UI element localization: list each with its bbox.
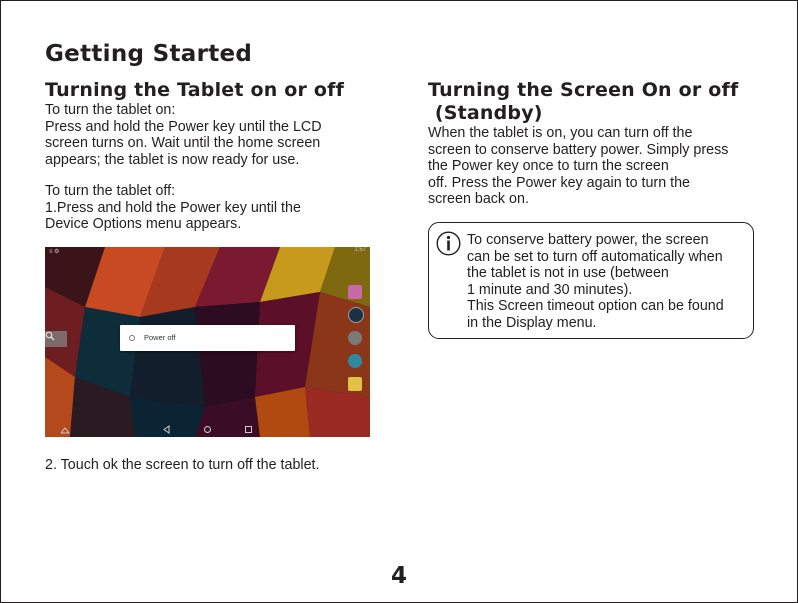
body-line: screen to conserve battery power. Simply press (428, 141, 729, 158)
note-line: can be set to turn off automatically when (467, 248, 723, 265)
turn-off-intro: To turn the tablet off: (45, 183, 176, 199)
status-bar (45, 247, 370, 257)
note-line: in the Display menu. (467, 314, 597, 331)
tablet-power-off-screenshot (45, 247, 370, 437)
body-line: screen back on. (428, 191, 529, 207)
back-icon[interactable] (163, 425, 171, 434)
turn-off-line: Device Options menu appears. (45, 216, 242, 232)
note-line: To conserve battery power, the screen (467, 232, 709, 248)
app-drawer-icon[interactable] (348, 331, 362, 345)
body-line: the Power key once to turn the screen (428, 158, 669, 174)
standby-body (428, 125, 773, 208)
turn-on-line: appears; the tablet is now ready for use. (45, 151, 300, 168)
status-time: 1:57 (354, 247, 366, 253)
search-icon[interactable] (45, 331, 67, 347)
page-number: 4 (390, 563, 407, 589)
tablet-on-off-heading: Turning the Tablet on or off (45, 79, 345, 101)
note-text (467, 232, 757, 331)
camera-icon[interactable] (348, 307, 364, 323)
info-icon (436, 231, 461, 256)
note-line: 1 minute and 30 minutes). (467, 281, 633, 298)
heading-line: (Standby) (428, 102, 543, 124)
power-off-radio[interactable] (129, 335, 135, 341)
navigation-bar (45, 423, 370, 437)
step-two: 2. Touch ok the screen to turn off the tablet. (45, 457, 320, 473)
power-off-dialog (120, 325, 295, 351)
turn-on-section (45, 102, 375, 168)
power-off-option[interactable]: Power off (144, 333, 176, 342)
browser-icon[interactable] (348, 354, 362, 368)
turn-off-section (45, 183, 375, 233)
turn-on-line: Press and hold the Power key until the LCD (45, 118, 322, 135)
turn-off-line: 1.Press and hold the Power key until the (45, 199, 301, 216)
page-title: Getting Started (45, 41, 253, 67)
gallery-icon[interactable] (348, 285, 362, 299)
turn-on-intro: To turn the tablet on: (45, 102, 176, 118)
heading-line: Turning the Screen On or off (428, 79, 739, 101)
status-icons: ≡ ⚙ (49, 249, 60, 255)
email-icon[interactable] (348, 377, 362, 391)
up-arrow-icon[interactable] (60, 426, 70, 434)
note-line: This Screen timeout option can be found (467, 298, 724, 314)
note-line: the tablet is not in use (between (467, 265, 669, 281)
turn-on-line: screen turns on. Wait until the home screen (45, 135, 321, 151)
recents-icon[interactable] (244, 425, 253, 434)
home-icon[interactable] (203, 425, 212, 434)
screen-standby-heading (428, 79, 738, 125)
body-line: off. Press the Power key again to turn the (428, 174, 690, 191)
body-line: When the tablet is on, you can turn off the (428, 125, 693, 141)
